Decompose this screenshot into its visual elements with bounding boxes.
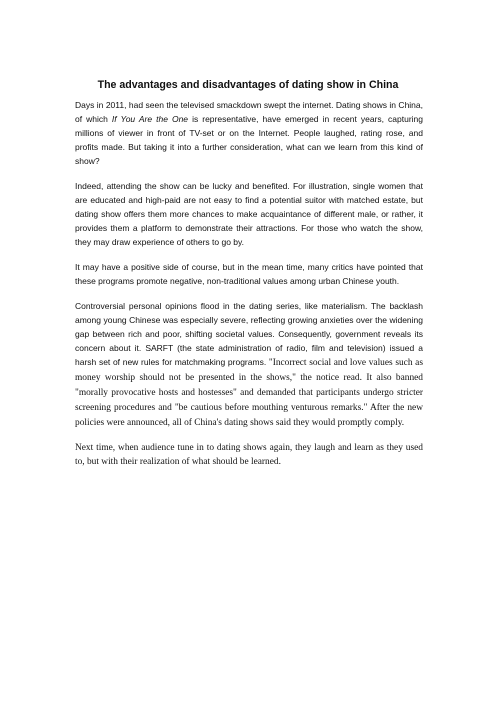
paragraph-1-text-b: is representative, have emerged in recent years, capturing millions of viewer in front of TV-set or on the Internet. People laughed, rating rose, and profits made. But taking it into a further consideration, what can we learn from this kind of show? — [75, 114, 424, 166]
paragraph-5: Next time, when audience tune in to dating shows again, they laugh and learn as they used to, but with their realization of what should be learned. — [75, 443, 423, 467]
paragraph-2: Indeed, attending the show can be lucky and benefited. For illustration, single women that are educated and high-paid are not easy to find a potential suitor with matched estate, but dating show offers them more chances to make acquaintance of different male, or rather, it provides them a platform to demonstrate their attractions. For those who watch the show, they may draw experience of others to go by. — [75, 181, 423, 247]
paragraph-4 — [75, 299, 423, 430]
paragraph-3: It may have a positive side of course, but in the mean time, many critics have pointed that these programs promote negative, non-traditional values among urban Chinese youth. — [75, 262, 423, 286]
document-body — [75, 98, 423, 480]
paragraph-4-quote: "Incorrect social and love values such as money worship should not be presented in the shows," the notice read. It also banned "morally provocative hosts and hostesses" and demanded that participants undergo stricter screening procedures and "be cautious before mouthing venturous remarks." After the new policies were announced, all of China's dating shows said they would promptly comply. — [75, 358, 423, 428]
paragraph-1-text-a: Days in 2011, had seen the televised smackdown swept the internet. Dating shows in China, of which — [75, 100, 423, 124]
paragraph-4-text-a: Controversial personal opinions flood in the dating series, like materialism. The backlash among young Chinese was especially severe, reflecting growing anxieties over the widening gap between rich and poor, shifting societal values. Consequently, government reveals its concern about it. SARFT (the state administration of radio, film and television) issued a harsh set of new rules for matchmaking programs. — [75, 301, 423, 367]
show-title: If You Are the One — [111, 114, 189, 124]
paragraph-1 — [75, 98, 423, 168]
document-title: The advantages and disadvantages of dating show in China — [97, 79, 399, 91]
